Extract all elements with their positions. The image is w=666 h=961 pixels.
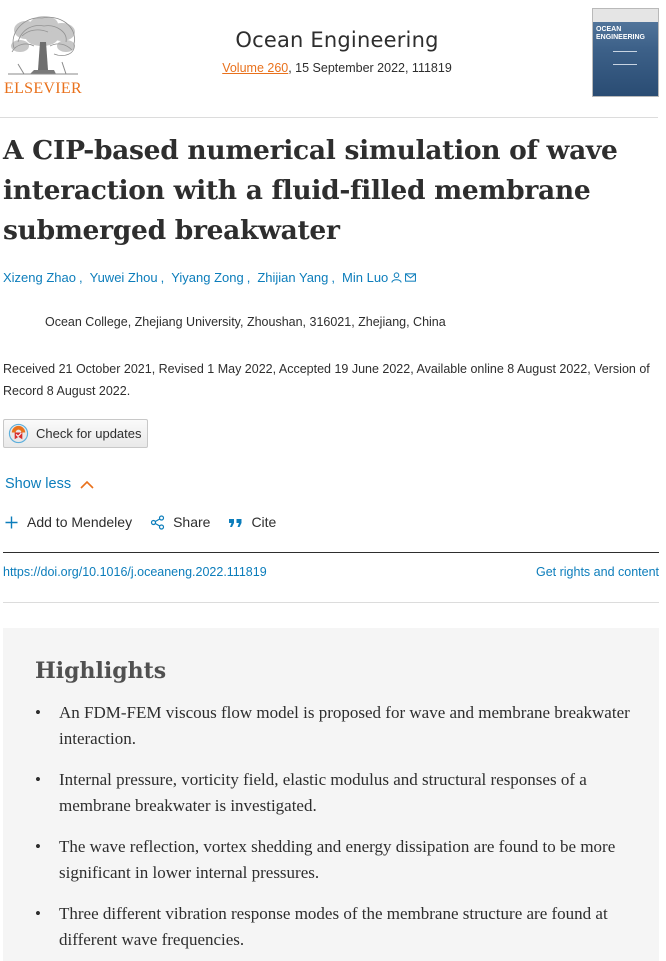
doi-divider [3,602,659,603]
cite-label: Cite [251,514,277,530]
highlight-item [33,901,633,953]
highlights-section [3,628,659,961]
plus-icon [4,515,19,530]
elsevier-wordmark: ELSEVIER [4,80,82,97]
journal-header [0,0,666,112]
bullet-icon: • [35,904,41,923]
highlight-text: An FDM-FEM viscous flow model is proposed for wave and membrane breakwater interaction. [59,703,630,748]
elsevier-logo[interactable] [4,8,82,98]
cover-title: OCEAN ENGINEERING [596,26,646,41]
envelope-icon[interactable] [405,272,416,283]
person-icon[interactable] [391,272,402,283]
elsevier-tree-logo-icon [4,8,82,80]
author-link[interactable]: Min Luo [342,270,389,285]
bullet-icon: • [35,703,41,722]
author-link[interactable]: Zhijian Yang [257,270,329,285]
actions-divider [3,552,659,553]
author-link[interactable]: Xizeng Zhao [3,270,76,285]
highlight-item [33,834,633,886]
share-button[interactable] [150,514,210,530]
bullet-icon: • [35,837,41,856]
highlight-text: Three different vibration response modes of the membrane structure are found at different wave frequencies. [59,904,608,949]
author-link[interactable]: Yiyang Zong [171,270,244,285]
chevron-up-icon [80,480,94,489]
share-label: Share [173,514,211,530]
publication-history: Received 21 October 2021, Revised 1 May 2022, Accepted 19 June 2022, Available online 8 August 2022, Version of Record 8 August 2022. [3,362,650,398]
highlight-text: The wave reflection, vortex shedding and energy dissipation are found to be more significant in lower internal pressures. [59,837,616,882]
bullet-icon: • [35,770,41,789]
article-actions [4,514,294,530]
issue-info: , 15 September 2022, 111819 [288,61,452,75]
author-link[interactable]: Yuwei Zhou [89,270,158,285]
author-list: Xizeng Zhao , Yuwei Zhou , Yiyang Zong , Zhijian Yang , Min Luo [3,270,416,285]
share-icon [150,515,165,530]
show-less-label: Show less [5,476,72,492]
header-divider [0,117,658,118]
highlight-text: Internal pressure, vorticity field, elastic modulus and structural responses of a membrane breakwater is investigated. [59,770,587,815]
volume-link[interactable]: Volume 260 [222,61,289,75]
journal-meta [150,61,524,75]
check-for-updates-label: Check for updates [36,426,142,441]
show-less-toggle[interactable] [5,476,94,492]
quote-icon [228,515,243,530]
highlights-title: Highlights [35,658,167,684]
get-rights-link[interactable]: Get rights and content [536,565,659,579]
add-to-mendeley-label: Add to Mendeley [27,514,133,530]
affiliation: Ocean College, Zhejiang University, Zhoushan, 316021, Zhejiang, China [45,315,446,329]
crossmark-icon [8,423,29,444]
add-to-mendeley-button[interactable] [4,514,132,530]
cover-top-strip [593,9,658,22]
doi-link[interactable]: https://doi.org/10.1016/j.oceaneng.2022.111819 [3,565,267,579]
check-for-updates-button[interactable] [3,419,148,448]
journal-cover-image[interactable] [592,8,659,97]
journal-title[interactable]: Ocean Engineering [235,28,439,52]
highlight-item [33,700,633,752]
journal-info [150,28,524,75]
highlight-item [33,767,633,819]
cover-decoration [613,51,637,65]
article-title: A CIP-based numerical simulation of wave interaction with a fluid-filled membrane submerged breakwater [3,135,618,246]
highlights-list [33,700,633,961]
cite-button[interactable] [228,514,276,530]
